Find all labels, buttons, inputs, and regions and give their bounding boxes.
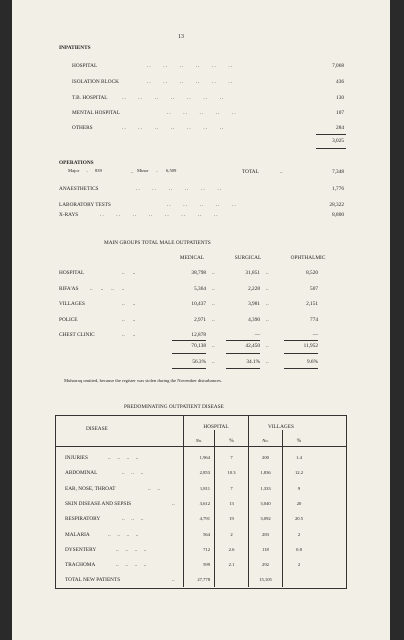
- disease-table-title: PREDOMINATING OUTPATIENT DISEASE: [124, 404, 224, 410]
- outpatients-row-label: POLICE: [59, 317, 78, 323]
- subheader-villages-no: No.: [262, 438, 269, 443]
- disease-hospital-pct: 7: [230, 486, 233, 491]
- disease-hospital-no: 1,811: [199, 486, 210, 491]
- misc-row-label: X-RAYS: [59, 212, 79, 218]
- disease-villages-pct: 2: [297, 532, 301, 537]
- operations-major-value: 839: [95, 168, 102, 173]
- subheader-villages-pct: %: [296, 438, 302, 444]
- outpatients-medical: 38,798: [191, 270, 206, 276]
- disease-villages-no: 3,040: [260, 501, 271, 506]
- disease-hospital-pct: 2.1: [228, 562, 235, 567]
- outpatients-title: MAIN GROUPS TOTAL MALE OUTPATIENTS: [104, 240, 211, 246]
- outpatients-medical: 2,971: [194, 317, 206, 323]
- dot-leader: ..: [266, 359, 269, 365]
- dot-leader: .. .. .. .. .. .. ..: [122, 95, 225, 101]
- dot-leader: ..: [212, 286, 215, 292]
- disease-name: SKIN DISEASE AND SEPSIS: [65, 501, 132, 507]
- dot-leader: .. ..: [122, 317, 136, 323]
- misc-row-label: ANAESTHETICS: [59, 186, 99, 192]
- disease-name: DYSENTERY: [65, 547, 97, 553]
- inpatients-row-value: 284: [336, 125, 344, 131]
- disease-hospital-no: 1,964: [199, 455, 210, 460]
- disease-name: MALARIA: [65, 532, 90, 538]
- disease-hospital-no: 564: [203, 532, 210, 537]
- outpatients-surgical: 3,981: [248, 301, 260, 307]
- outpatients-medical: 12,878: [191, 332, 206, 338]
- dot-leader: .. ..: [122, 301, 136, 307]
- outpatients-total-ophthalmic: 11,952: [303, 343, 318, 349]
- disease-villages-pct: 1.4: [296, 455, 302, 460]
- dot-leader: .. .. .. .. .. ..: [147, 63, 233, 69]
- dot-leader: .. ..: [122, 270, 136, 276]
- disease-total-hospital-no: 27,778: [197, 577, 210, 582]
- outpatients-row-label: CHEST CLINIC: [59, 332, 95, 338]
- dot-leader: .. .. .. .. .. .. .. ..: [100, 212, 219, 218]
- dot-leader: ..: [266, 301, 269, 307]
- dot-leader: .. .. .. .. ..: [167, 110, 237, 116]
- disease-total-villages-no: 15,105: [259, 577, 272, 582]
- disease-hospital-no: 2,853: [199, 470, 210, 475]
- dot-leader: .. .. .. .. .. ..: [136, 186, 222, 192]
- header-disease: DISEASE: [86, 426, 108, 432]
- dot-leader: .. .. .. .. .. .. ..: [122, 125, 225, 131]
- outpatients-surgical: 31,851: [245, 270, 260, 276]
- outpatients-medical: 10,437: [191, 301, 206, 307]
- operations-total-value: 7,348: [332, 169, 344, 175]
- disease-villages-no: 3,092: [260, 516, 271, 521]
- dot-leader: ..: [266, 317, 269, 323]
- outpatients-total-medical: 70,138: [191, 343, 206, 349]
- outpatients-row-label: RIFA'AS: [59, 286, 79, 292]
- disease-villages-no: 1,836: [260, 470, 271, 475]
- pct-rule: [226, 368, 260, 369]
- disease-hospital-pct: 19: [229, 516, 234, 521]
- disease-name: RESPIRATORY: [65, 516, 101, 522]
- misc-row-value: 28,322: [329, 202, 344, 208]
- total-rule: [226, 353, 260, 354]
- dot-leader: .. ..: [148, 486, 160, 492]
- disease-name: INJURIES: [65, 455, 88, 461]
- disease-hospital-no: 599: [203, 562, 210, 567]
- dot-leader: ..: [212, 343, 215, 349]
- disease-villages-pct: 0.8: [296, 547, 302, 552]
- inpatients-row-label: HOSPITAL: [72, 63, 98, 69]
- total-rule: [172, 353, 206, 354]
- misc-row-value: 8,800: [332, 212, 344, 218]
- inpatients-row-label: OTHERS: [72, 125, 93, 131]
- disease-hospital-pct: 10.3: [227, 470, 236, 475]
- outpatients-total-surgical: 42,450: [245, 343, 260, 349]
- operations-major-label: Major: [68, 168, 80, 173]
- dot-leader: ..: [172, 577, 175, 583]
- disease-villages-no: 200: [262, 455, 269, 460]
- outpatients-pct-ophthalmic: 9.6%: [306, 359, 318, 365]
- dot-leader: ..: [212, 270, 215, 276]
- subtotal-rule: [172, 340, 206, 341]
- dot-leader: ..: [266, 286, 269, 292]
- outpatients-pct-medical: 56.3%: [192, 359, 206, 365]
- outpatients-surgical: —: [254, 332, 260, 338]
- outpatients-ophthalmic: 774: [310, 317, 318, 323]
- dot-leader: .. .. .. .. .. ..: [147, 79, 233, 85]
- outpatients-row-label: VILLAGES: [59, 301, 85, 307]
- total-rule: [316, 148, 346, 149]
- disease-hospital-no: 3,612: [199, 501, 210, 506]
- header-rule: [55, 446, 346, 447]
- disease-villages-pct: 20: [296, 501, 302, 506]
- subheader-hospital-pct: %: [229, 438, 234, 444]
- disease-name: EAR, NOSE, THROAT: [65, 486, 116, 492]
- disease-name: TRACHOMA: [65, 562, 96, 568]
- dash-mark: _: [131, 168, 134, 173]
- outpatients-pct-surgical: 34.1%: [246, 359, 260, 365]
- disease-hospital-pct: 7: [230, 455, 233, 460]
- subtotal-rule: [284, 340, 318, 341]
- dot-leader: .. .. ..: [122, 516, 144, 522]
- subheader-hospital-no: No.: [195, 438, 203, 443]
- dot-leader: .. .. .. .. ..: [167, 202, 237, 208]
- total-rule: [284, 353, 318, 354]
- inpatients-row-value: 107: [336, 110, 344, 116]
- subtotal-rule: [316, 134, 346, 135]
- disease-hospital-no: 712: [203, 547, 210, 552]
- disease-villages-no: 292: [262, 562, 269, 567]
- disease-villages-pct: 2: [297, 562, 301, 567]
- col-header-medical: MEDICAL: [179, 255, 205, 261]
- misc-row-label: LABORATORY TESTS: [59, 202, 111, 208]
- inpatients-total: 3,025: [332, 138, 344, 144]
- disease-hospital-no: 4,791: [199, 516, 210, 521]
- operations-minor-label: Minor: [137, 168, 149, 173]
- dot-leader: ..: [172, 501, 175, 507]
- disease-villages-no: 283: [262, 532, 269, 537]
- disease-villages-pct: 9: [297, 486, 301, 491]
- outpatients-ophthalmic: 2,151: [306, 301, 318, 307]
- disease-hospital-pct: 2: [230, 532, 233, 537]
- page-number: 13: [178, 34, 184, 40]
- col-header-surgical: SURGICAL: [234, 255, 262, 261]
- disease-villages-pct: 20.5: [294, 516, 304, 521]
- dot-leader: .. .. .. ..: [116, 562, 147, 568]
- dot-leader: ..: [156, 168, 159, 173]
- disease-total-label: TOTAL NEW PATIENTS: [65, 577, 121, 583]
- inpatients-row-value: 130: [336, 95, 344, 101]
- outpatients-ophthalmic: —: [312, 332, 318, 338]
- outpatients-surgical: 4,390: [248, 317, 260, 323]
- dot-leader: ..: [266, 343, 269, 349]
- subtotal-rule: [226, 340, 260, 341]
- disease-villages-pct: 12.2: [294, 470, 304, 475]
- outpatients-row-label: HOSPITAL: [59, 270, 85, 276]
- disease-hospital-pct: 13: [229, 501, 234, 506]
- operations-heading: OPERATIONS: [59, 160, 94, 166]
- header-villages: VILLAGES: [268, 424, 294, 430]
- dot-leader: .. .. ..: [122, 470, 144, 476]
- disease-hospital-pct: 2.6: [228, 547, 235, 552]
- inpatients-row-value: 7,068: [332, 63, 344, 69]
- outpatients-note: Muharraq omitted, because the register was stolen during the November disturbances.: [64, 378, 222, 383]
- outpatients-ophthalmic: 507: [310, 286, 318, 292]
- disease-villages-no: 1,333: [260, 486, 271, 491]
- header-hospital: HOSPITAL: [203, 424, 229, 430]
- dot-leader: .. .. .. ..: [108, 455, 139, 461]
- dot-leader: ..: [212, 317, 215, 323]
- dot-leader: .. .. .. ..: [90, 286, 125, 292]
- dot-leader: .. ..: [122, 332, 136, 338]
- dot-leader: .. .. .. ..: [116, 547, 147, 553]
- inpatients-row-value: 436: [336, 79, 344, 85]
- disease-villages-no: 118: [262, 547, 269, 552]
- inpatients-row-label: ISOLATION BLOCK: [72, 79, 119, 85]
- dot-leader: ..: [280, 169, 283, 175]
- pct-rule: [284, 368, 318, 369]
- disease-name: ABDOMINAL: [65, 470, 98, 476]
- dot-leader: ..: [266, 270, 269, 276]
- outpatients-surgical: 2,228: [248, 286, 260, 292]
- operations-total-label: TOTAL: [242, 169, 259, 175]
- inpatients-row-label: T.B. HOSPITAL: [72, 95, 108, 101]
- dot-leader: .. .. .. ..: [108, 532, 139, 538]
- dot-leader: ..: [86, 168, 89, 173]
- pct-rule: [172, 368, 206, 369]
- inpatients-heading: INPATIENTS: [59, 45, 91, 51]
- dot-leader: ..: [212, 301, 215, 307]
- outpatients-ophthalmic: 8,520: [306, 270, 318, 276]
- outpatients-medical: 5,364: [194, 286, 206, 292]
- dot-leader: ..: [212, 359, 215, 365]
- col-header-ophthalmic: OPHTHALMIC: [290, 255, 326, 261]
- operations-minor-value: 6,509: [166, 168, 177, 173]
- misc-row-value: 1,776: [332, 186, 344, 192]
- document-page: [12, 0, 390, 640]
- inpatients-row-label: MENTAL HOSPITAL: [72, 110, 120, 116]
